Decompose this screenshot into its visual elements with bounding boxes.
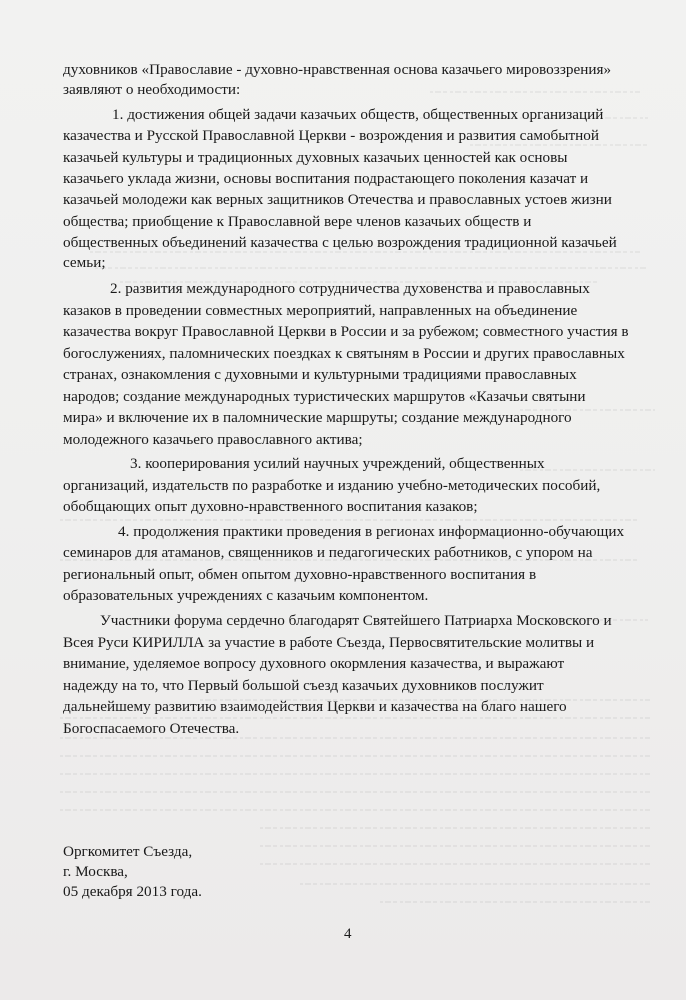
text-line: казачества вокруг Православной Церкви в России и за рубежом; совместного участия в xyxy=(63,323,629,340)
text-line: духовников «Православие - духовно-нравственная основа казачьего мировоззрения» xyxy=(63,61,612,78)
text-line: заявляют о необходимости: xyxy=(63,81,241,98)
text-line: казачьей молодежи как верных защитников Отечества и православных устоев жизни xyxy=(63,191,612,208)
page-number: 4 xyxy=(344,926,352,942)
list-item-2-first-line: 2. развития международного сотрудничества духовенства и православных xyxy=(110,280,590,297)
text-line: общественных объединений казачества с целью возрождения традиционной казачьей xyxy=(63,234,617,251)
organizer-line: Оргкомитет Съезда, xyxy=(63,843,193,860)
text-line: семинаров для атаманов, священников и педагогических работников, с упором на xyxy=(63,544,593,561)
text-line: казаков в проведении совместных мероприятий, направленных на объединение xyxy=(63,302,578,319)
list-item-4-first-line: 4. продолжения практики проведения в регионах информационно-обучающих xyxy=(118,523,625,540)
text-line: мира» и включение их в паломнические маршруты; создание международного xyxy=(63,409,572,426)
text-line: молодежного казачьего православного актива; xyxy=(63,431,363,448)
text-line: дальнейшему развитию взаимодействия Церкви и казачества на благо нашего xyxy=(63,698,567,715)
text-line: Богоспасаемого Отечества. xyxy=(63,720,240,737)
paragraph-first-line: Участники форума сердечно благодарят Святейшего Патриарха Московского и xyxy=(100,612,612,629)
text-line: внимание, уделяемое вопросу духовного окормления казачества, и выражают xyxy=(63,655,565,672)
text-line: странах, ознакомления с духовными и культурными традициями православных xyxy=(63,366,577,383)
text-line: семьи; xyxy=(63,254,106,271)
text-line: казачества и Русской Православной Церкви - возрождения и развития самобытной xyxy=(63,127,599,144)
text-line: богослужениях, паломнических поездках к святыням в России и других православных xyxy=(63,345,625,362)
text-line: образовательных учреждениях с казачьим компонентом. xyxy=(63,587,429,604)
city-line: г. Москва, xyxy=(63,863,128,880)
text-line: обобщающих опыт духовно-нравственного воспитания казаков; xyxy=(63,498,478,515)
text-line: казачьего уклада жизни, основы воспитания подрастающего поколения казачат и xyxy=(63,170,589,187)
text-line: народов; создание международных туристических маршрутов «Казачьи святыни xyxy=(63,388,586,405)
text-line: казачьей культуры и традиционных духовных казачьих ценностей как основы xyxy=(63,149,568,166)
text-line: надежду на то, что Первый большой съезд казачьих духовников послужит xyxy=(63,677,544,694)
date-line: 05 декабря 2013 года. xyxy=(63,883,202,900)
text-line: общества; приобщение к Православной вере членов казачьих обществ и xyxy=(63,213,532,230)
text-line: организаций, издательств по разработке и изданию учебно-методических пособий, xyxy=(63,477,601,494)
text-line: региональный опыт, обмен опытом духовно-нравственного воспитания в xyxy=(63,566,537,583)
list-item-3-first-line: 3. кооперирования усилий научных учреждений, общественных xyxy=(130,455,545,472)
text-line: Всея Руси КИРИЛЛА за участие в работе Съезда, Первосвятительские молитвы и xyxy=(63,634,595,651)
list-item-1-first-line: 1. достижения общей задачи казачьих обществ, общественных организаций xyxy=(112,106,604,123)
